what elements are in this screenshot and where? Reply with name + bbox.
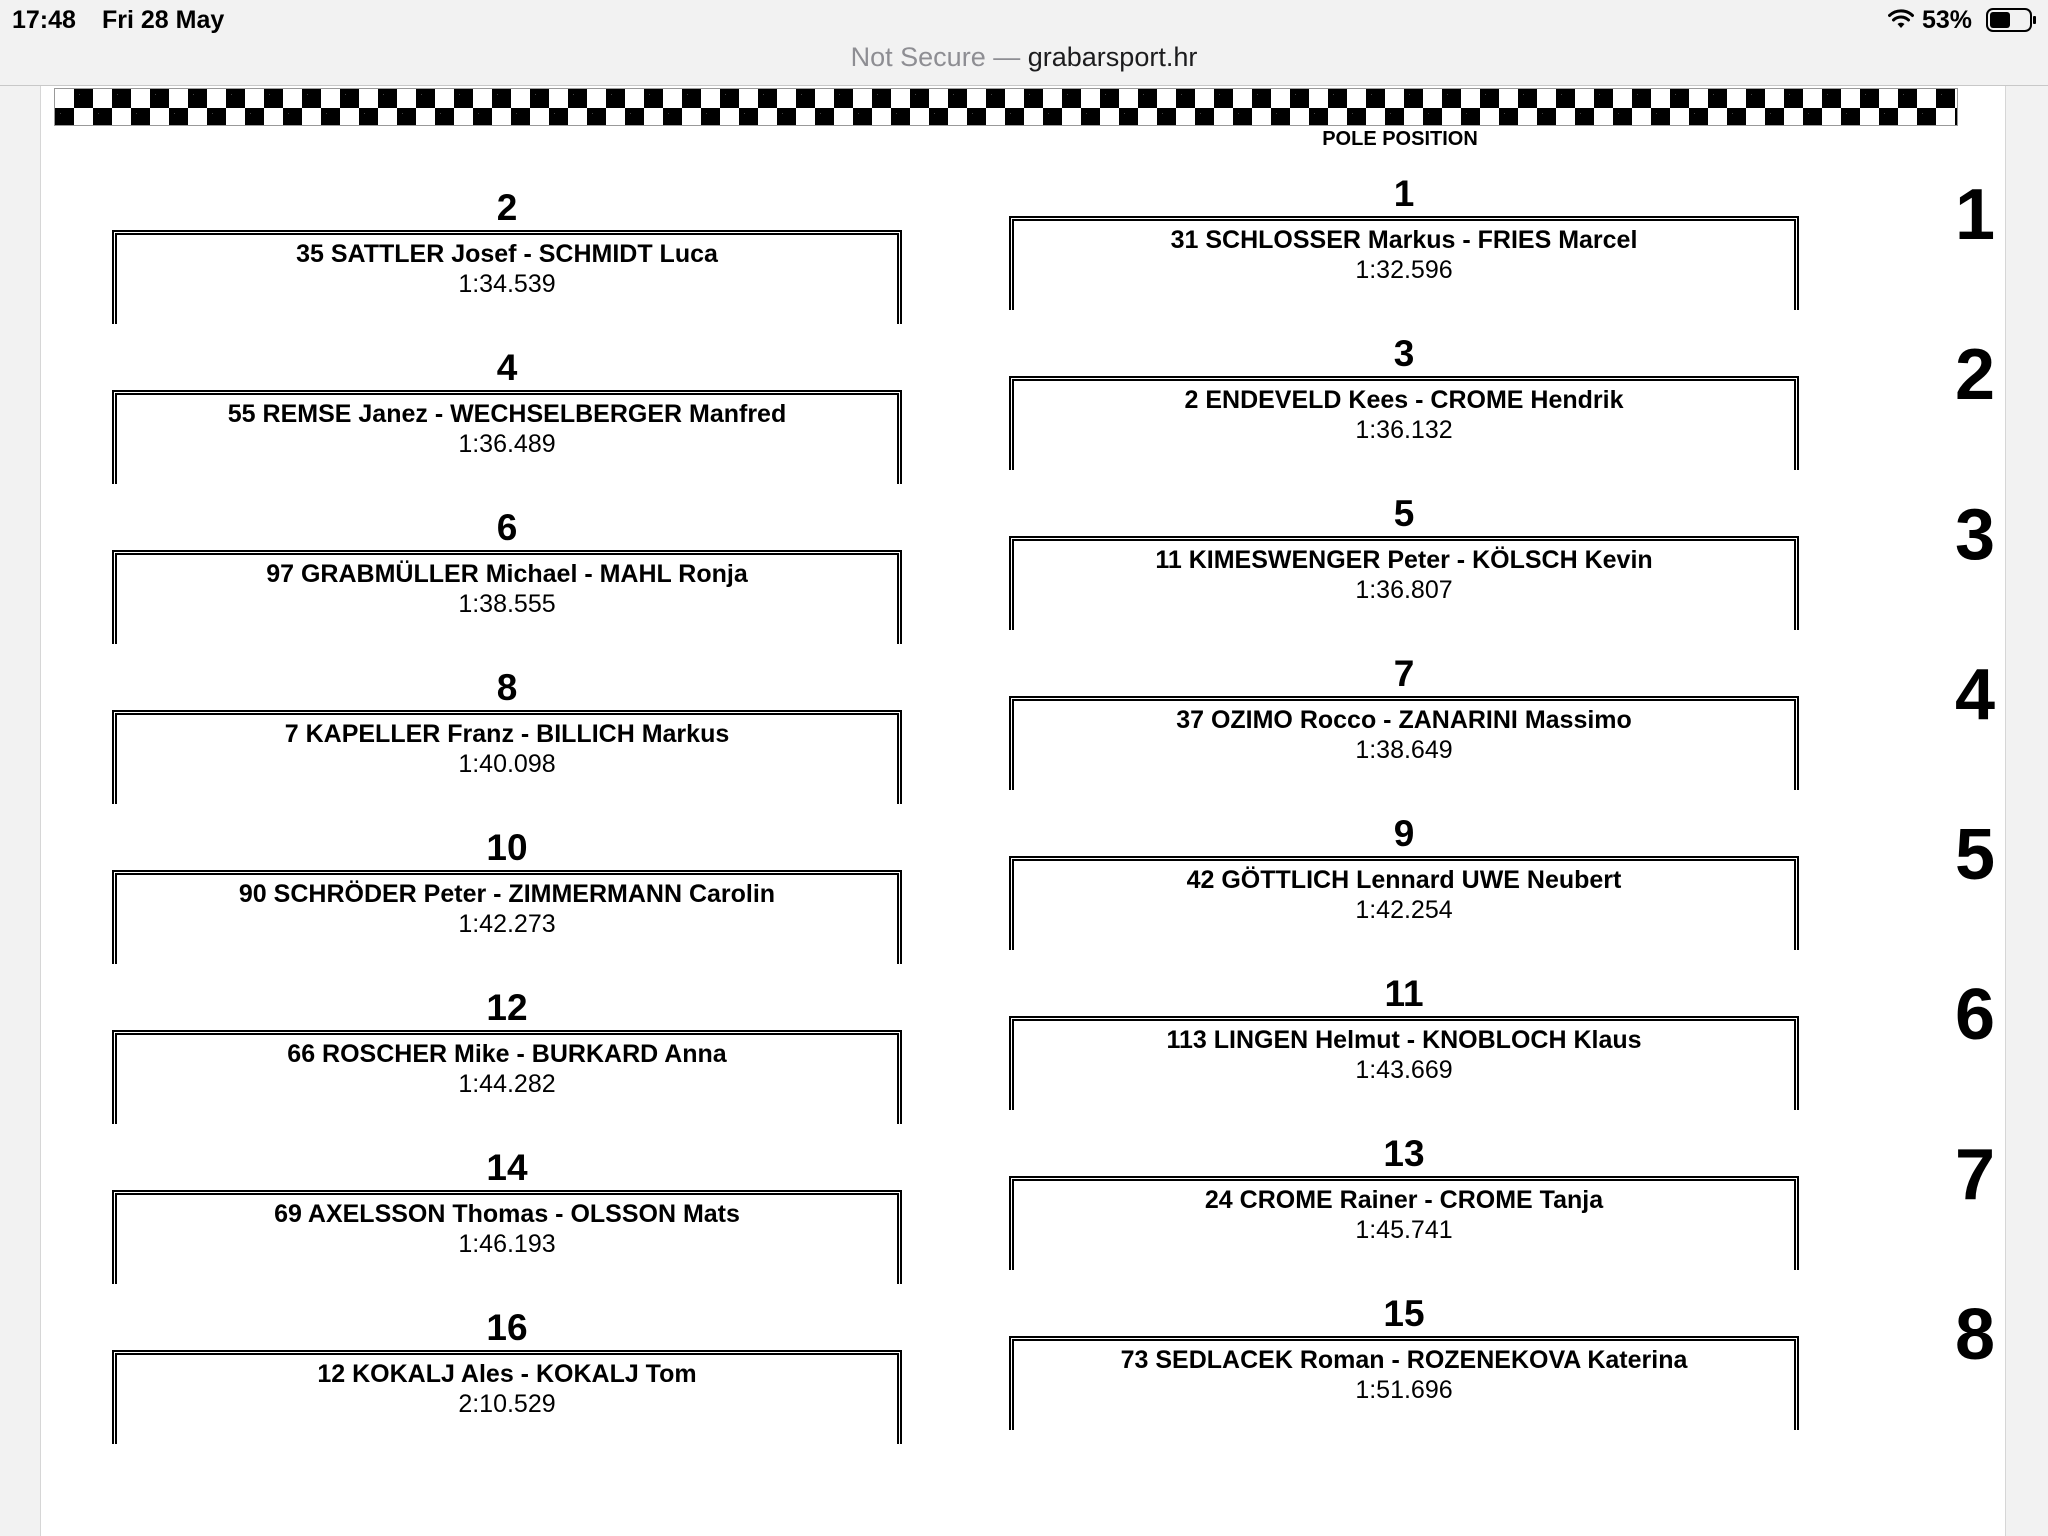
slot-position: 11 (1384, 973, 1424, 1014)
slot-position: 12 (486, 987, 528, 1028)
slot-box (112, 870, 902, 964)
security-label: Not Secure (850, 42, 986, 72)
slot-position: 14 (486, 1147, 528, 1188)
slot-time: 1:38.649 (1355, 736, 1453, 764)
row-number: 4 (1954, 655, 1996, 735)
slot-position: 4 (496, 347, 518, 388)
grid-slot (112, 668, 902, 788)
slot-box (1009, 696, 1799, 790)
grid-slot (1009, 654, 1799, 774)
address-bar[interactable] (0, 38, 2048, 86)
grid-slot (112, 828, 902, 948)
row-number: 8 (1954, 1295, 1996, 1375)
slot-crew: 35 SATTLER Josef - SCHMIDT Luca (296, 240, 718, 268)
row-number: 1 (1954, 175, 1996, 255)
slot-time: 1:44.282 (458, 1070, 556, 1098)
grid-slot (112, 508, 902, 628)
slot-crew: 66 ROSCHER Mike - BURKARD Anna (287, 1040, 727, 1068)
grid-slot (1009, 814, 1799, 934)
slot-crew: 97 GRABMÜLLER Michael - MAHL Ronja (266, 560, 748, 588)
slot-position: 5 (1393, 493, 1415, 534)
row-number: 3 (1954, 495, 1996, 575)
slot-position: 16 (486, 1307, 528, 1348)
slot-crew: 11 KIMESWENGER Peter - KÖLSCH Kevin (1155, 546, 1653, 574)
grid-slot (1009, 974, 1799, 1094)
slot-time: 1:42.254 (1355, 896, 1453, 924)
grid-slot (1009, 1294, 1799, 1414)
status-time: 17:48 (12, 6, 76, 34)
slot-time: 2:10.529 (458, 1390, 556, 1418)
slot-crew: 12 KOKALJ Ales - KOKALJ Tom (317, 1360, 697, 1388)
slot-time: 1:51.696 (1355, 1376, 1453, 1404)
slot-box (1009, 536, 1799, 630)
grid-slot (1009, 174, 1799, 294)
slot-position: 9 (1393, 813, 1415, 854)
slot-crew: 7 KAPELLER Franz - BILLICH Markus (284, 720, 730, 748)
slot-time: 1:42.273 (458, 910, 556, 938)
slot-box (112, 1030, 902, 1124)
slot-time: 1:36.489 (458, 430, 556, 458)
slot-box (112, 390, 902, 484)
checkered-flag-banner (54, 88, 1958, 126)
slot-box (112, 1190, 902, 1284)
battery-percent: 53% (1922, 6, 1973, 34)
slot-box (1009, 1336, 1799, 1430)
slot-time: 1:45.741 (1355, 1216, 1453, 1244)
wifi-icon (1888, 9, 1914, 29)
address-host: grabarsport.hr (1027, 42, 1198, 72)
row-number: 2 (1954, 335, 1996, 415)
slot-crew: 2 ENDEVELD Kees - CROME Hendrik (1184, 386, 1624, 414)
slot-time: 1:43.669 (1355, 1056, 1453, 1084)
slot-time: 1:34.539 (458, 270, 556, 298)
slot-time: 1:36.132 (1355, 416, 1453, 444)
slot-position: 10 (486, 827, 528, 868)
status-bar (0, 0, 2048, 40)
slot-box (112, 710, 902, 804)
battery-icon (1986, 8, 2038, 32)
slot-time: 1:40.098 (458, 750, 556, 778)
slot-time: 1:32.596 (1355, 256, 1453, 284)
slot-time: 1:38.555 (458, 590, 556, 618)
row-number: 5 (1954, 815, 1996, 895)
slot-crew: 73 SEDLACEK Roman - ROZENEKOVA Katerina (1120, 1346, 1688, 1374)
slot-crew: 55 REMSE Janez - WECHSELBERGER Manfred (227, 400, 787, 428)
slot-box (112, 1350, 902, 1444)
slot-position: 8 (496, 667, 518, 708)
row-number: 6 (1954, 975, 1996, 1055)
slot-crew: 69 AXELSSON Thomas - OLSSON Mats (274, 1200, 740, 1228)
slot-box (1009, 856, 1799, 950)
slot-position: 13 (1383, 1133, 1425, 1174)
slot-crew: 113 LINGEN Helmut - KNOBLOCH Klaus (1166, 1026, 1642, 1054)
grid-slot (112, 1148, 902, 1268)
slot-crew: 90 SCHRÖDER Peter - ZIMMERMANN Carolin (238, 880, 776, 908)
grid-slot (112, 348, 902, 468)
slot-crew: 24 CROME Rainer - CROME Tanja (1204, 1186, 1604, 1214)
slot-crew: 42 GÖTTLICH Lennard UWE Neubert (1186, 866, 1622, 894)
grid-slot (112, 988, 902, 1108)
slot-box (112, 550, 902, 644)
slot-box (1009, 376, 1799, 470)
slot-box (112, 230, 902, 324)
slot-box (1009, 216, 1799, 310)
slot-crew: 37 OZIMO Rocco - ZANARINI Massimo (1176, 706, 1632, 734)
slot-crew: 31 SCHLOSSER Markus - FRIES Marcel (1170, 226, 1638, 254)
slot-position: 7 (1393, 653, 1415, 694)
grid-slot (1009, 334, 1799, 454)
pole-position-label: POLE POSITION (1322, 128, 1478, 150)
slot-position: 3 (1393, 333, 1415, 374)
grid-slot (112, 188, 902, 308)
slot-position: 6 (496, 507, 518, 548)
grid-slot (112, 1308, 902, 1428)
grid-slot (1009, 494, 1799, 614)
slot-time: 1:46.193 (458, 1230, 556, 1258)
slot-position: 2 (496, 187, 518, 228)
address-separator: — (993, 42, 1021, 72)
status-date: Fri 28 May (102, 6, 225, 34)
slot-box (1009, 1016, 1799, 1110)
slot-box (1009, 1176, 1799, 1270)
slot-position: 1 (1393, 173, 1415, 214)
row-number: 7 (1954, 1135, 1996, 1215)
grid-slot (1009, 1134, 1799, 1254)
slot-position: 15 (1383, 1293, 1425, 1334)
slot-time: 1:36.807 (1355, 576, 1453, 604)
